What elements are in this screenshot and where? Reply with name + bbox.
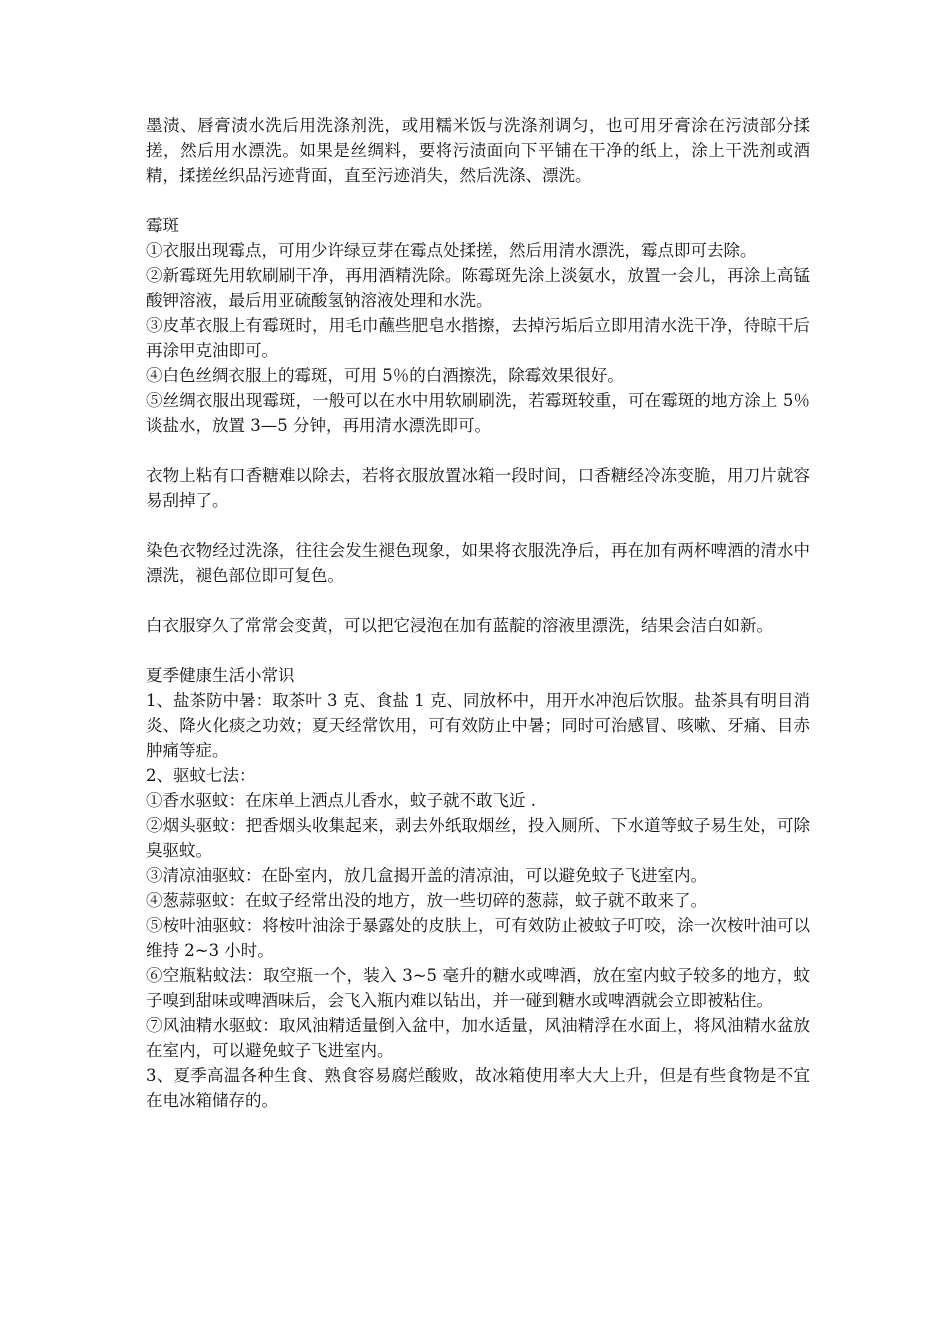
mosquito-method-7: ⑦风油精水驱蚊：取风油精适量倒入盆中，加水适量，风油精浮在水面上，将风油精水盆放在室内，可以避免蚊子飞进室内。	[146, 1016, 810, 1060]
paragraph-gap	[146, 638, 810, 663]
paragraph-gap	[146, 438, 810, 463]
mildew-item-4: ④白色丝绸衣服上的霉斑，可用 5％的白酒擦洗，除霉效果很好。	[146, 366, 624, 385]
mosquito-method-5: ⑤桉叶油驱蚊：将桉叶油涂于暴露处的皮肤上，可有效防止被蚊子叮咬，涂一次桉叶油可以维持 2~3 小时。	[146, 916, 810, 960]
ink-lipstick-paragraph: 墨渍、唇膏渍水洗后用洗涤剂洗，或用糯米饭与洗涤剂调匀，也可用牙膏涂在污渍部分揉搓，然后用水漂洗。如果是丝绸料，要将污渍面向下平铺在干净的纸上，涂上干洗剂或酒精，揉搓丝织品污迹背面，直至污迹消失，然后洗涤、漂洗。	[146, 116, 810, 185]
mosquito-method-3: ③清凉油驱蚊：在卧室内，放几盒揭开盖的清凉油，可以避免蚊子飞进室内。	[146, 866, 707, 885]
salt-tea-item: 1、盐茶防中暑：取茶叶 3 克、食盐 1 克、同放杯中，用开水冲泡后饮服。盐茶具有明目消炎、降火化痰之功效；夏天经常饮用，可有效防止中暑；同时可治感冒、咳嗽、牙痛、目赤肿痛等症。	[146, 691, 810, 760]
fridge-storage-item: 3、夏季高温各种生食、熟食容易腐烂酸败，故冰箱使用率大大上升，但是有些食物是不宜在电冰箱储存的。	[146, 1066, 810, 1110]
mosquito-method-2: ②烟头驱蚊：把香烟头收集起来，剥去外纸取烟丝，投入厕所、下水道等蚊子易生处，可除臭驱蚊。	[146, 816, 810, 860]
mildew-heading: 霉斑	[146, 216, 179, 235]
summer-health-heading: 夏季健康生活小常识	[146, 666, 295, 685]
mosquito-method-6: ⑥空瓶粘蚊法：取空瓶一个，装入 3~5 毫升的糖水或啤酒，放在室内蚊子较多的地方，蚊子嗅到甜味或啤酒味后，会飞入瓶内难以钻出，并一碰到糖水或啤酒就会立即被粘住。	[146, 966, 810, 1010]
color-fading-paragraph: 染色衣物经过洗涤，往往会发生褪色现象，如果将衣服洗净后，再在加有两杯啤酒的清水中漂洗，褪色部位即可复色。	[146, 541, 810, 585]
paragraph-gap	[146, 188, 810, 213]
paragraph-gap	[146, 588, 810, 613]
mildew-item-2: ②新霉斑先用软刷刷干净，再用酒精洗除。陈霉斑先涂上淡氨水，放置一会儿，再涂上高锰酸钾溶液，最后用亚硫酸氢钠溶液处理和水洗。	[146, 266, 810, 310]
mosquito-method-4: ④葱蒜驱蚊：在蚊子经常出没的地方，放一些切碎的葱蒜，蚊子就不敢来了。	[146, 891, 707, 910]
mildew-item-3: ③皮革衣服上有霉斑时，用毛巾蘸些肥皂水揩擦，去掉污垢后立即用清水洗干净，待晾干后再涂甲克油即可。	[146, 316, 810, 360]
mildew-item-1: ①衣服出现霉点，可用少许绿豆芽在霉点处揉搓，然后用清水漂洗，霉点即可去除。	[146, 241, 757, 260]
mildew-item-5: ⑤丝绸衣服出现霉斑，一般可以在水中用软刷刷洗，若霉斑较重，可在霉斑的地方涂上 5％谈盐水，放置 3—5 分钟，再用清水漂洗即可。	[146, 391, 810, 435]
white-clothes-yellowing-paragraph: 白衣服穿久了常常会变黄，可以把它浸泡在加有蓝靛的溶液里漂洗，结果会洁白如新。	[146, 616, 773, 635]
paragraph-gap	[146, 513, 810, 538]
mosquito-methods-heading: 2、驱蚊七法：	[146, 766, 256, 785]
chewing-gum-paragraph: 衣物上粘有口香糖难以除去，若将衣服放置冰箱一段时间，口香糖经冷冻变脆，用刀片就容易刮掉了。	[146, 466, 810, 510]
document-body	[146, 113, 810, 1113]
mosquito-method-1: ①香水驱蚊：在床单上洒点儿香水，蚊子就不敢飞近 .	[146, 791, 536, 810]
